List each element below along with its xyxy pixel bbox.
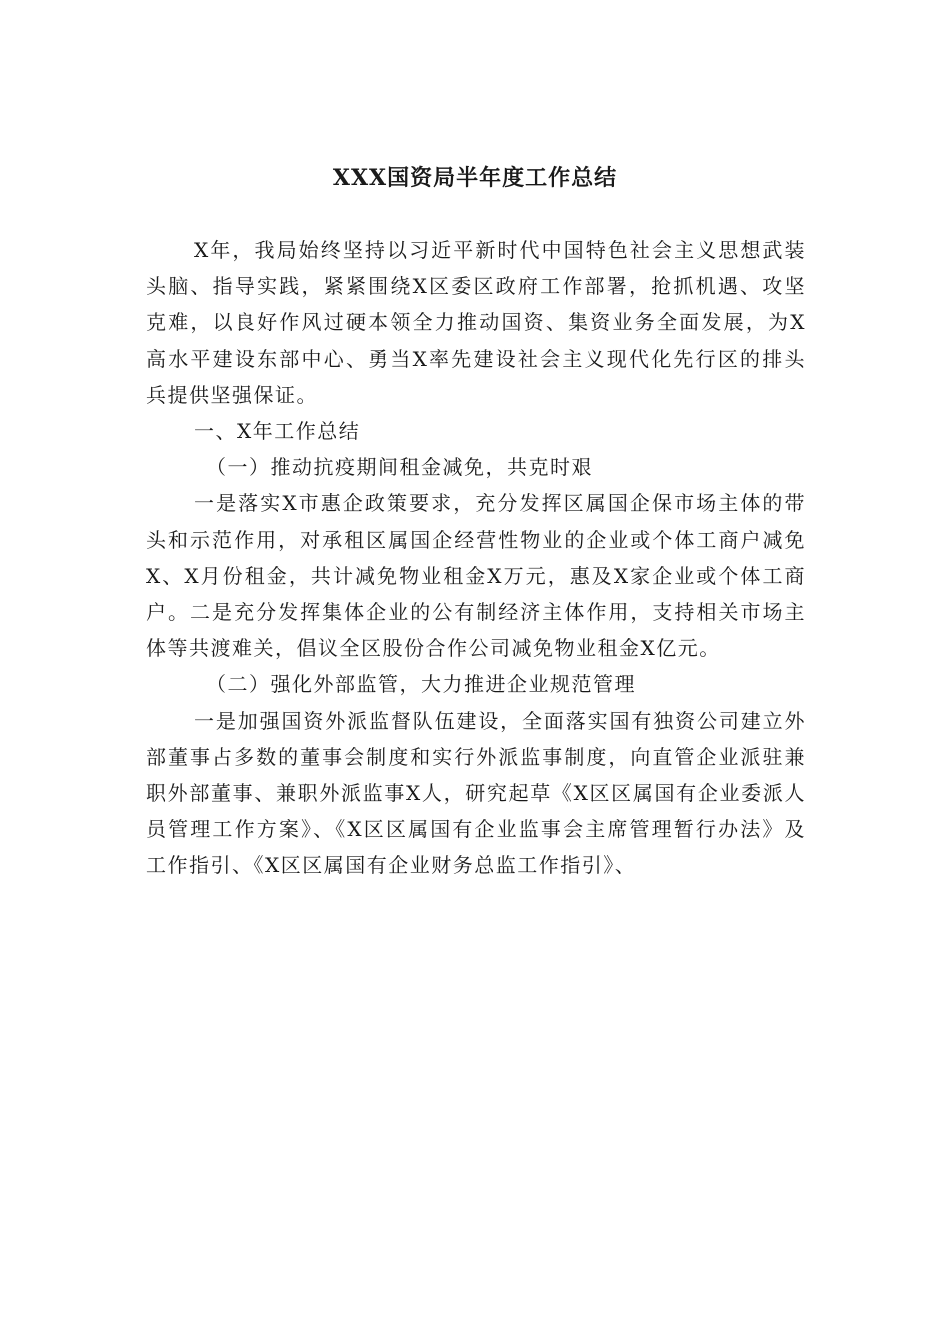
heading-section-one: 一、X年工作总结 bbox=[194, 419, 361, 444]
document-title: XXX国资局半年度工作总结 bbox=[332, 165, 618, 191]
paragraph-external-supervision: 一是加强国资外派监督队伍建设，全面落实国有独资公司建立外部董事占多数的董事会制度和实行外派监事制度，向直管企业派驻兼职外部董事、兼职外派监事X人，研究起草《X区区属国有企业委派人员管理工作方案》、《X区区属国有企业监事会主席管理暂行办法》及工作指引、《X区区属国有企业财务总监工作指引》、 bbox=[146, 708, 806, 878]
heading-subsection-one: （一）推动抗疫期间租金减免，共克时艰 bbox=[206, 455, 593, 480]
paragraph-intro: X年，我局始终坚持以习近平新时代中国特色社会主义思想武装头脑、指导实践，紧紧围绕X区委区政府工作部署，抢抓机遇、攻坚克难，以良好作风过硬本领全力推动国资、集资业务全面发展，为X高水平建设东部中心、勇当X率先建设社会主义现代化先行区的排头兵提供坚强保证。 bbox=[146, 238, 806, 407]
heading-subsection-two: （二）强化外部监管，大力推进企业规范管理 bbox=[206, 672, 636, 697]
paragraph-rent-relief: 一是落实X市惠企政策要求，充分发挥区属国企保市场主体的带头和示范作用，对承租区属国企经营性物业的企业或个体工商户减免X、X月份租金，共计减免物业租金X万元，惠及X家企业或个体工商户。二是充分发挥集体企业的公有制经济主体作用，支持相关市场主体等共渡难关，倡议全区股份合作公司减免物业租金X亿元。 bbox=[146, 491, 806, 661]
document-body bbox=[146, 232, 806, 884]
